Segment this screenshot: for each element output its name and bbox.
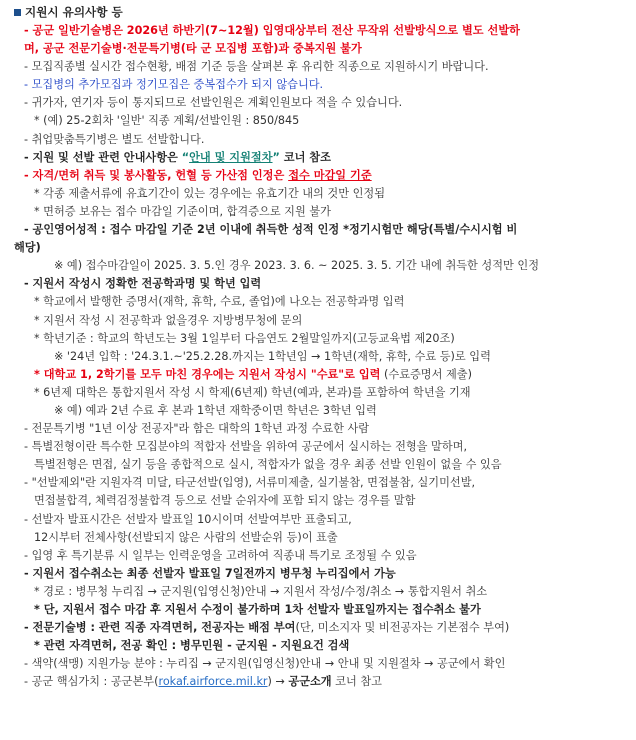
completion-post: (수료증명서 제출) — [380, 367, 472, 381]
notice-cancel-path: * 경로 : 병무청 누리집 → 군지원(입영신청)안내 → 지원서 작성/수정/취소 → 통합지원서 취소 — [34, 584, 488, 598]
notice-english-example: ※ 예) 접수마감일이 2025. 3. 5.인 경우 2023. 3. 6. ~ 2025. 3. 5. 기간 내에 취득한 성적만 인정 — [54, 259, 540, 273]
notice-general-tech-line2: 며, 공군 전문기술병·전문특기병(타 군 모집병 포함)과 중복지원 불가 — [24, 42, 362, 56]
notice-license: * 면허증 보유는 접수 마감일 기준이며, 합격증으로 지원 불가 — [34, 204, 331, 218]
bonus-points-pre: - 자격/면허 취득 및 봉사활동, 헌혈 등 가산점 인정은 — [24, 168, 289, 182]
notice-employment-specialty: - 취업맞춤특기병은 별도 선발합니다. — [24, 132, 205, 146]
notice-cancel: - 지원서 접수취소는 최종 선발자 발표일 7일전까지 병무청 누리집에서 가능 — [24, 566, 396, 580]
notice-grade-example: ※ '24년 입학 : '24.3.1.~'25.2.28.까지는 1학년임 → 1학년(재학, 휴학, 수료 등)로 입력 — [54, 349, 491, 363]
airforce-site-link[interactable]: rokaf.airforce.mil.kr — [158, 675, 268, 689]
notice-english-score-line1: - 공인영어성적 : 접수 마감일 기준 2년 이내에 취득한 성적 인정 *정기시험만 해당(특별/수시시험 비 — [24, 223, 518, 237]
square-bullet-icon — [14, 9, 21, 16]
notice-english-score-line2: 해당) — [14, 241, 41, 255]
section-title-text: 지원시 유의사항 등 — [25, 5, 123, 19]
notice-major-cert: * 학교에서 발행한 증명서(재학, 휴학, 수료, 졸업)에 나오는 전공학과명 입력 — [34, 295, 405, 309]
tech-score-post: (단, 미소지자 및 비전공자는 기본점수 부여) — [295, 621, 510, 635]
notice-exclusion-line1: - "선발제외"란 지원자격 미달, 타군선발(입영), 서류미제출, 실기불참, 면접불참, 실기미선발, — [24, 476, 476, 490]
notice-exclusion-line2: 면접불합격, 체력검정불합격 등으로 선발 순위자에 포함 되지 않는 경우를 말함 — [34, 494, 416, 508]
notice-specialty-adjust: - 입영 후 특기분류 시 일부는 인력운영을 고려하여 직종내 특기로 조정될 수 있음 — [24, 548, 417, 562]
notice-duplicate-apply: - 모집병의 추가모집과 정기모집은 중복접수가 되지 않습니다. — [24, 78, 324, 92]
notice-general-tech-line1: - 공군 일반기술병은 2026년 하반기(7~12월) 입영대상부터 전산 무작위 선발방식으로 별도 선발하 — [24, 24, 520, 37]
core-values-corner: 공군소개 — [288, 675, 332, 689]
core-values-pre: - 공군 핵심가치 : 공군본부( — [24, 675, 159, 689]
notice-six-year-example: ※ 예) 예과 2년 수료 후 본과 1학년 재학중이면 학년은 3학년 입력 — [54, 403, 377, 417]
notice-grade-standard: * 학년기준 : 학교의 학년도는 3월 1일부터 다음연도 2월말일까지(고등교육법 제20조) — [34, 331, 455, 345]
notice-completion — [14, 366, 628, 384]
tech-score-bold: - 전문기술병 : 관련 직종 자격면허, 전공자는 배점 부여 — [24, 621, 296, 635]
section-title — [14, 2, 628, 22]
quote-open: “ — [181, 150, 190, 164]
notice-guide-ref — [14, 149, 628, 167]
guide-ref-pre: - 지원 및 선발 관련 안내사항은 — [24, 150, 182, 164]
core-values-post: 코너 참고 — [331, 675, 382, 689]
notice-announce-line1: - 선발자 발표시간은 선발자 발표일 10시이며 선발여부만 표출되고, — [24, 512, 352, 526]
guide-procedure-link[interactable]: 안내 및 지원절차 — [189, 150, 273, 164]
notice-major-none: * 지원서 작성 시 전공학과 없을경우 지방병무청에 문의 — [34, 313, 303, 327]
notice-selection-count: - 귀가자, 연기자 등이 통지되므로 선발인원은 계획인원보다 적을 수 있습니다. — [24, 96, 403, 110]
core-values-mid: ) → — [267, 675, 289, 689]
bonus-points-deadline: 접수 마감일 기준 — [288, 168, 372, 182]
notice-tech-score — [14, 619, 628, 637]
quote-close: ” — [272, 150, 280, 164]
notice-tech-check: * 관련 자격면허, 전공 확인 : 병무민원 - 군지원 - 지원요건 검색 — [34, 639, 350, 653]
notice-core-values — [14, 673, 628, 691]
guide-ref-post: 코너 참조 — [279, 150, 331, 164]
notice-six-year: * 6년제 대학은 통합지원서 작성 시 학제(6년제) 학년(예과, 본과)를 포함하여 학년을 기재 — [34, 385, 471, 399]
completion-red: * 대학교 1, 2학기를 모두 마친 경우에는 지원서 작성시 "수료"로 입력 — [34, 367, 381, 381]
notice-cancel-limit: * 단, 지원서 접수 마감 후 지원서 수정이 불가하며 1차 선발자 발표일까지는 접수취소 불가 — [34, 603, 481, 616]
notice-special-line1: - 특별전형이란 특수한 모집분야의 적합자 선발을 위하여 공군에서 실시하는 전형을 말하며, — [24, 440, 468, 454]
notice-bonus-points — [14, 167, 628, 185]
notice-color-blind: - 색약(색맹) 지원가능 분야 : 누리집 → 군지원(입영신청)안내 → 안내 및 지원절차 → 공군에서 확인 — [24, 657, 506, 671]
notice-doc-validity: * 각종 제출서류에 유효기간이 있는 경우에는 유효기간 내의 것만 인정됨 — [34, 186, 386, 200]
notice-example-count: * (예) 25-2회차 '일반' 직종 계획/선발인원 : 850/845 — [34, 114, 300, 128]
notice-status-check: - 모집직종별 실시간 접수현황, 배점 기준 등을 살펴본 후 유리한 직종으로 지원하시기 바랍니다. — [24, 60, 489, 74]
notice-major-grade: - 지원서 작성시 정확한 전공학과명 및 학년 입력 — [24, 277, 262, 291]
notice-special-line2: 특별전형은 면접, 실기 등을 종합적으로 실시, 적합자가 없을 경우 최종 선발 인원이 없을 수 있음 — [34, 458, 502, 472]
notice-one-year-major: - 전문특기병 "1년 이상 전공자"라 함은 대학의 1학년 과정 수료한 사람 — [24, 422, 370, 436]
notice-announce-line2: 12시부터 전체사항(선발되지 않은 사람의 선발순위 등)이 표출 — [34, 530, 338, 544]
